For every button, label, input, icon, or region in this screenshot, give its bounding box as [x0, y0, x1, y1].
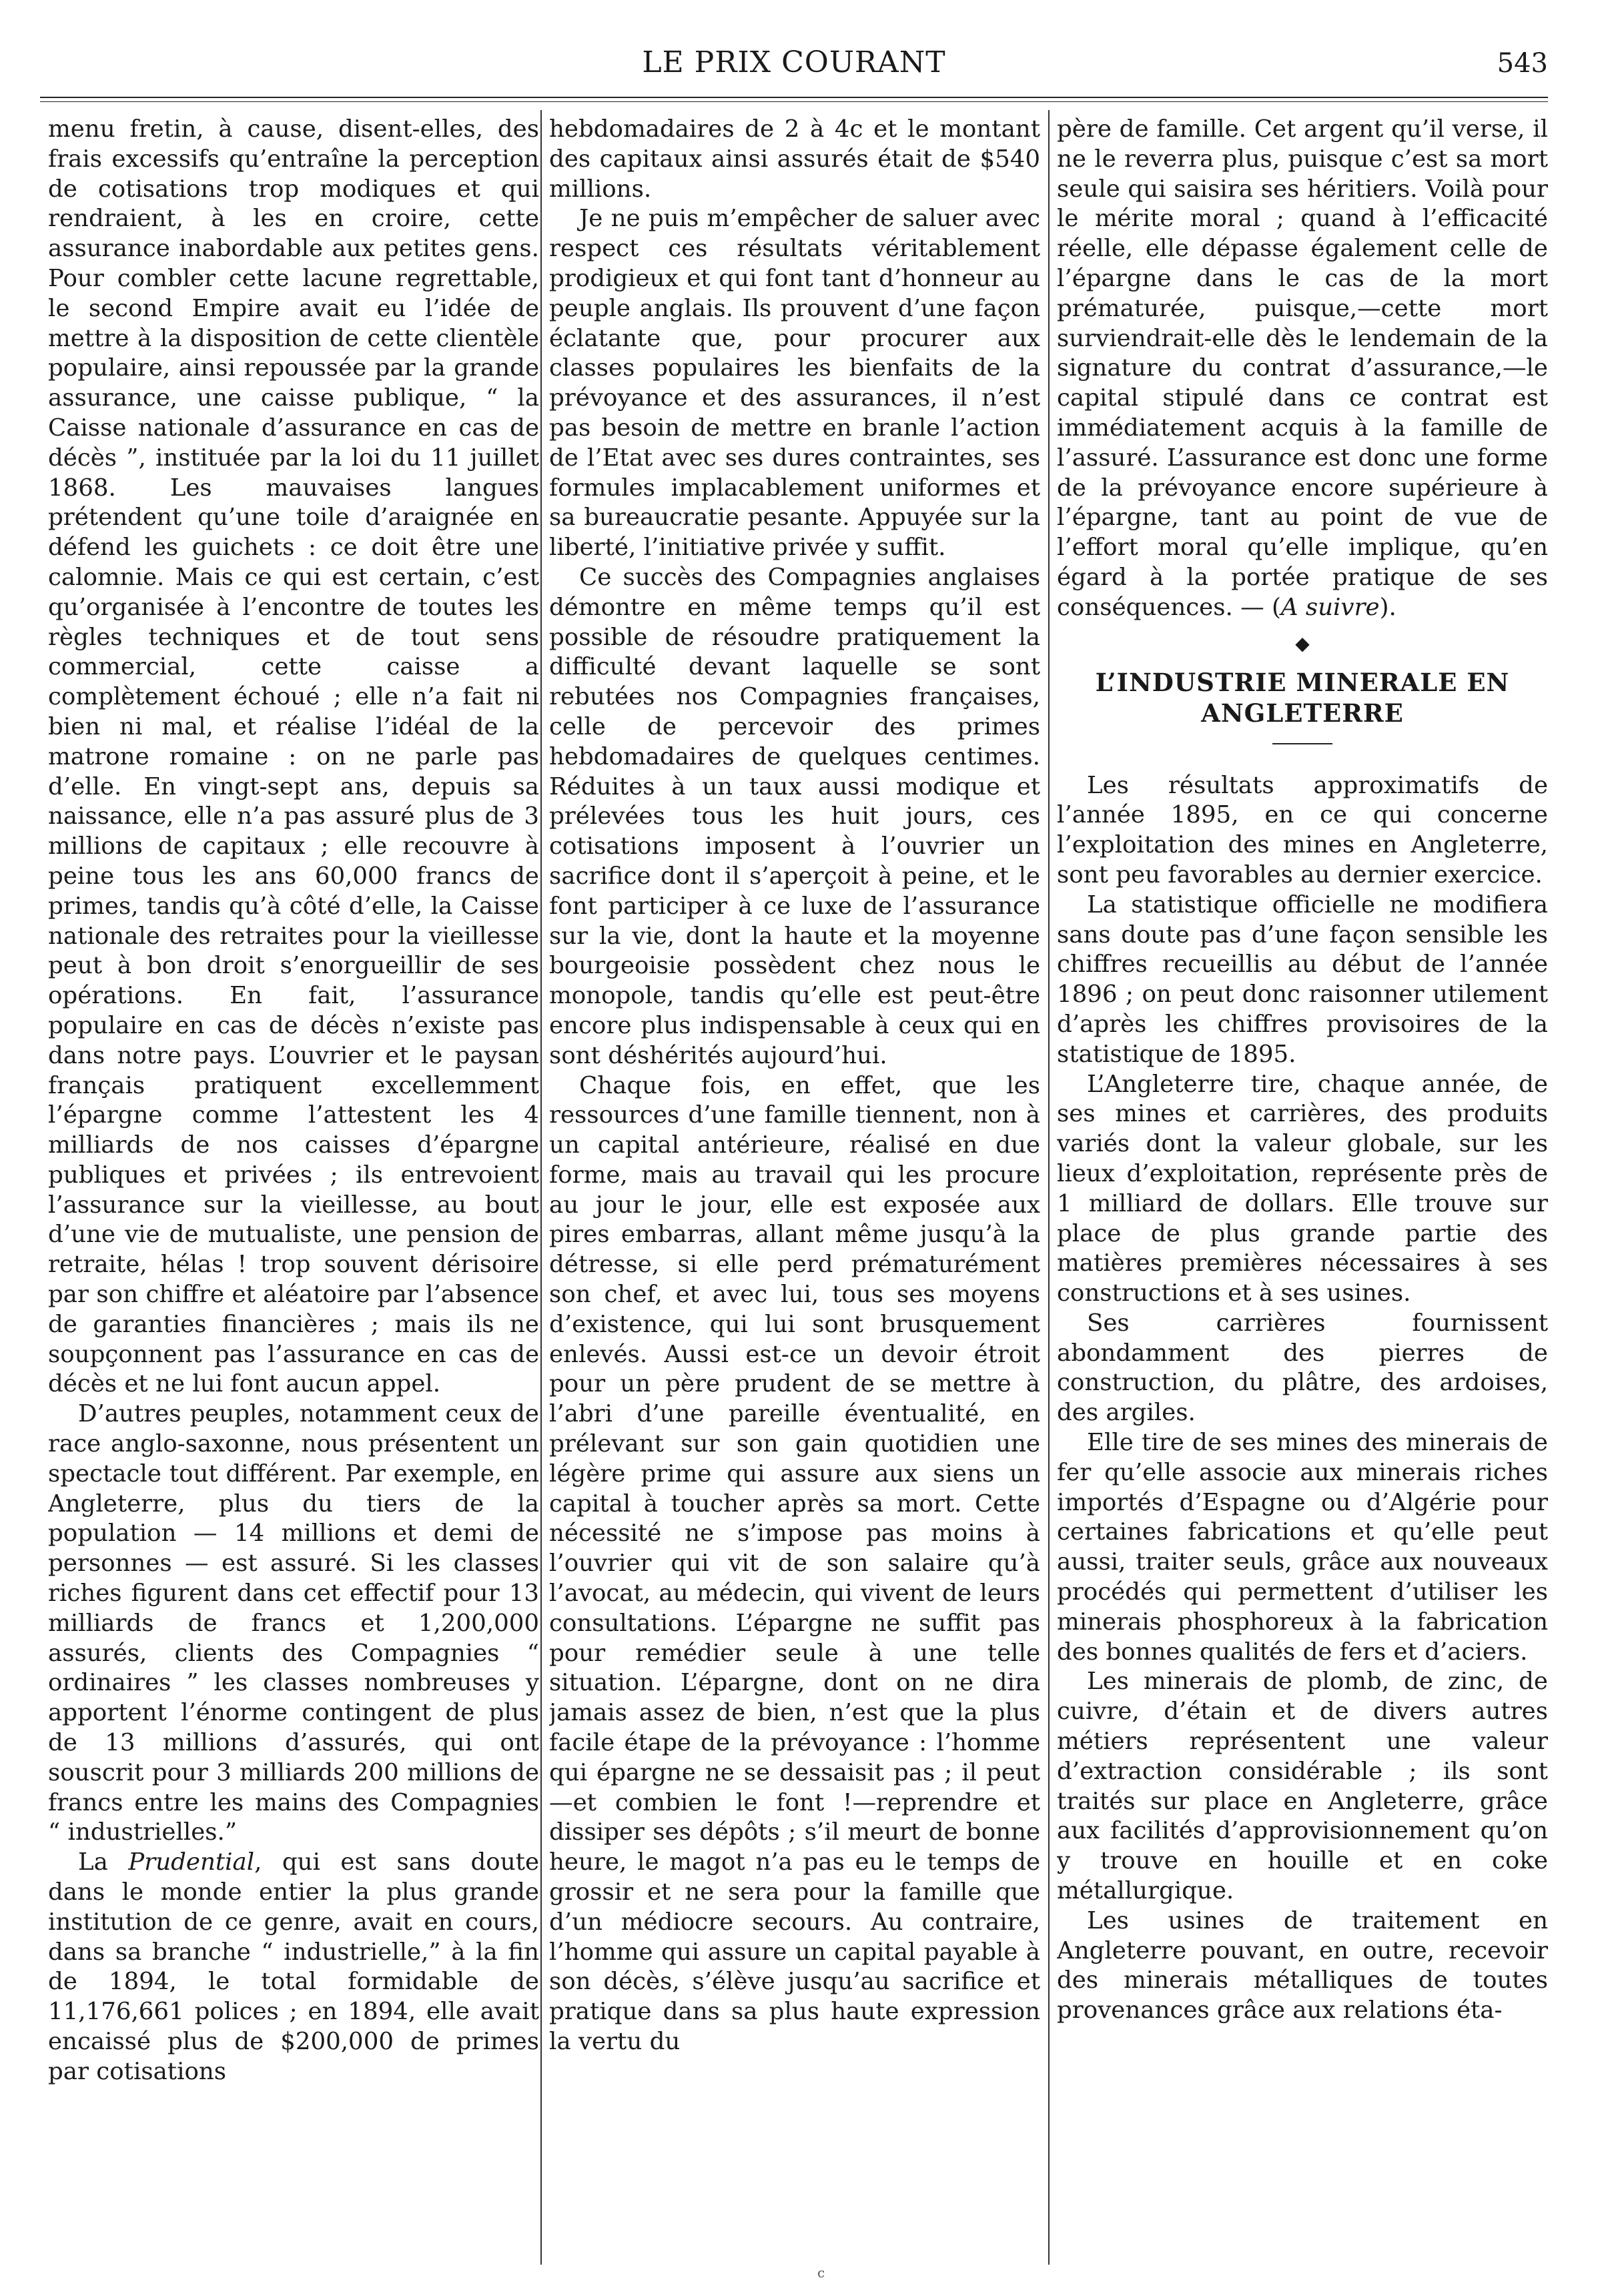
text-run: ). [1379, 593, 1396, 621]
paragraph: Je ne puis m’empêcher de saluer avec respect ces résultats véritablement prodigieux et qui font tant d’honneur au peuple anglais. Ils prouvent d’une façon éclatante que, pour procurer aux classes populaires les bienfaits de la prévoyance et des assurances, il n’est pas besoin de mettre en branle l’action de l’Etat avec ses dures contraintes, ses formules implacablement uniformes et sa bureaucratie pesante. Appuyée sur la liberté, l’initiative privée y suffit. [549, 205, 1040, 562]
section-heading: L’INDUSTRIE MINERALE EN ANGLETERRE [1095, 667, 1510, 728]
paragraph: Chaque fois, en effet, que les ressources d’une famille tiennent, non à un capital antérieure, réalisé en due forme, mais au travail qui les procure au jour le jour, elle est exposée aux pires embarras, allant même jusqu’à la détresse, si elle perd prématurément son chef, et avec lui, tous ses moyens d’existence, qui lui sont brusquement enlevés. Aussi est-ce un devoir étroit pour un père prudent de se mettre à l’abri d’une pareille éventualité, en prélevant sur son gain quotidien une légère prime qui assure aux siens un capital à toucher après sa mort. Cette nécessité ne s’impose pas moins à l’ouvrier qui vit de son salaire qu’à l’avocat, au médecin, qui vivent de leurs consultations. L’épargne ne suffit pas pour remédier seule à une telle situation. L’épargne, dont on ne dira jamais assez de bien, n’est que la plus facile étape de la prévoyance : l’homme qui épargne ne se dessaisit pas ; il peut—et combien le font !—reprendre et dissiper ses dépôts ; s’il meurt de bonne heure, le magot n’a pas eu le temps de grossir et ne sera pour la famille que d’un médiocre secours. Au contraire, l’homme qui assure un capital payable à son décès, s’élève jusqu’au sacrifice et pratique dans sa plus haute expression la vertu du [549, 1071, 1040, 2055]
paragraph: Les usines de traitement en Angleterre pouvant, en outre, recevoir des minerais métalliques de toutes provenances grâce aux relations éta- [1057, 1906, 1548, 2025]
paragraph: Ses carrières fournissent abondamment des pierres de construction, du plâtre, des ardoises, des argiles. [1057, 1309, 1548, 1427]
paragraph [48, 1848, 539, 2087]
text-run: , qui est sans doute dans le monde entier la plus grande institution de ce genre, avait en cours, dans sa branche “ industrielle,” à la fin de 1894, le total formidable de 11,176,661 polices ; en 1894, elle avait encaissé plus de $200,000 de primes par cotisations [48, 1848, 539, 2085]
header-rule-thin [40, 101, 1548, 102]
column-1 [48, 115, 539, 2263]
footer-mark: c [817, 2265, 825, 2281]
paragraph: menu fretin, à cause, disent-elles, des frais excessifs qu’entraîne la perception de cotisations trop modiques et qui rendraient, à les en croire, cette assurance inabordable aux petites gens. Pour combler cette lacune regrettable, le second Empire avait eu l’idée de mettre à la disposition de cette clientèle populaire, ainsi repoussée par la grande assurance, une caisse publique, “ la Caisse nationale d’assurance en cas de décès ”, instituée par la loi du 11 juillet 1868. Les mauvaises langues prétendent qu’une toile d’araignée en défend les guichets : ce doit être une calomnie. Mais ce qui est certain, c’est qu’organisée à l’encontre de toutes les règles techniques et de tout sens commercial, cette caisse a complètement échoué ; elle n’a fait ni bien ni mal, et réalise l’idéal de la matrone romaine : on ne parle pas d’elle. En vingt-sept ans, depuis sa naissance, elle n’a pas assuré plus de 3 millions de capitaux ; elle recouvre à peine tous les ans 60,000 francs de primes, tandis qu’à côté d’elle, la Caisse nationale des retraites pour la vieillesse peut à bon droit s’enorgueillir de ses opérations. En fait, l’assurance populaire en cas de décès n’existe pas dans notre pays. L’ouvrier et le paysan français pratiquent excellemment l’épargne comme l’attestent les 4 milliards de nos caisses d’épargne publiques et privées ; ils entrevoient l’assurance sur la vieillesse, au bout d’une vie de mutualiste, une pension de retraite, hélas ! trop souvent dérisoire par son chiffre et aléatoire par l’absence de garanties financières ; mais ils ne soupçonnent pas l’assurance en cas de décès et ne lui font aucun appel. [48, 115, 539, 1398]
page-header [40, 41, 1548, 88]
paragraph: Les résultats approximatifs de l’année 1895, en ce qui concerne l’exploitation des mines en Angleterre, sont peu favorables au dernier exercice. [1057, 771, 1548, 889]
page-number: 543 [1497, 48, 1548, 79]
paragraph [1057, 115, 1548, 623]
paragraph: Ce succès des Compagnies anglaises démontre en même temps qu’il est possible de résoudre pratiquement la difficulté devant laquelle se sont rebutées nos Compagnies françaises, celle de percevoir des primes hebdomadaires de quelques centimes. Réduites à un taux aussi modique et prélevées tous les huit jours, ces cotisations imposent à l’ouvrier un sacrifice dont il s’aperçoit à peine, et le font participer à ce luxe de l’assurance sur la vie, dont la haute et la moyenne bourgeoisie possèdent chez nous le monopole, tandis qu’elle est peut-être encore plus indispensable à ceux qui en sont déshérités aujourd’hui. [549, 563, 1040, 1069]
running-title: LE PRIX COURANT [642, 45, 946, 79]
text-run: La [78, 1848, 129, 1876]
heading-rule [1272, 743, 1332, 744]
italic-text: A suivre [1280, 593, 1380, 621]
column-2 [549, 115, 1040, 2263]
paragraph: D’autres peuples, notamment ceux de race anglo-saxonne, nous présentent un spectacle tout différent. Par exemple, en Angleterre, plus du tiers de la population — 14 millions et demi de personnes — est assuré. Si les classes riches figurent dans cet effectif pour 13 milliards de francs et 1,200,000 assurés, clients des Compagnies “ ordinaires ” les classes nombreuses y apportent l’énorme contingent de plus de 13 millions d’assurés, qui ont souscrit pour 3 milliards 200 millions de francs entre les mains des Compagnies “ industrielles.” [48, 1400, 539, 1846]
column-3 [1057, 115, 1548, 2263]
text-run: père de famille. Cet argent qu’il verse, il ne le reverra plus, puisque c’est sa mort seule qui saisira ses héritiers. Voilà pour le mérite moral ; quand à l’efficacité réelle, elle dépasse également celle de l’épargne dans le cas de la mort prématurée, puisque,—cette mort surviendrait-elle dès le lendemain de la signature du contrat d’assurance,—le capital stipulé dans ce contrat est immédiatement acquis à la famille de l’assuré. L’assurance est donc une forme de la prévoyance encore supérieure à l’épargne, tant au point de vue de l’effort moral qu’elle implique, qu’en égard à la portée pratique de ses conséquences. — ( [1057, 115, 1548, 621]
paragraph: Les minerais de plomb, de zinc, de cuivre, d’étain et de divers autres métiers représentent une valeur d’extraction considérable ; ils sont traités sur place en Angleterre, grâce aux facilités d’approvisionnement qu’on y trouve en houille et en coke métallurgique. [1057, 1668, 1548, 1905]
column-divider-1 [540, 110, 542, 2265]
paragraph: Elle tire de ses mines des minerais de fer qu’elle associe aux minerais riches importés d’Espagne ou d’Algérie pour certaines fabrications et qu’elle peut aussi, traiter seuls, grâce aux nouveaux procédés qui permettent d’utiliser les minerais phosphoreux à la fabrication des bonnes qualités de fers et d’aciers. [1057, 1429, 1548, 1666]
ornament-diamond: ◆ [1295, 632, 1310, 654]
paragraph: L’Angleterre tire, chaque année, de ses mines et carrières, des produits variés dont la valeur globale, sur les lieux d’exploitation, représente près de 1 milliard de dollars. Elle trouve sur place de plus grande partie des matières premières nécessaires à ses constructions et à ses usines. [1057, 1070, 1548, 1307]
header-rule [40, 97, 1548, 98]
italic-text: Prudential [128, 1848, 255, 1876]
paragraph: hebdomadaires de 2 à 4c et le montant des capitaux ainsi assurés était de $540 millions. [549, 115, 1040, 203]
column-divider-2 [1048, 110, 1050, 2265]
paragraph: La statistique officielle ne modifiera sans doute pas d’une façon sensible les chiffres recueillis au début de l’année 1896 ; on peut donc raisonner utilement d’après les chiffres provisoires de la statistique de 1895. [1057, 891, 1548, 1068]
